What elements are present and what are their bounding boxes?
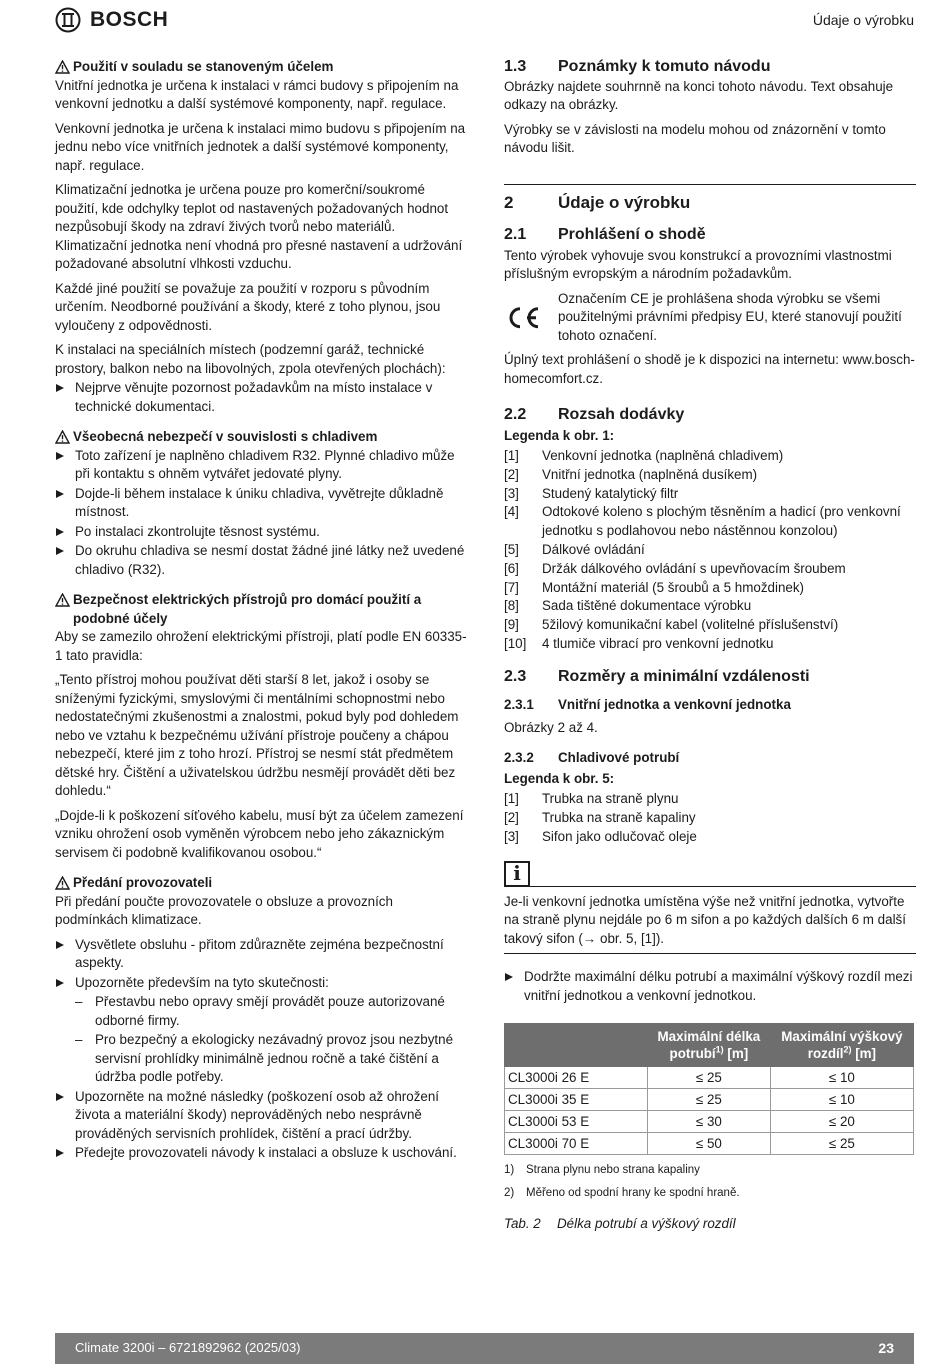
- paragraph: Klimatizační jednotka je určena pouze pro komerční/soukromé použití, kde odchylky teplot od nastavených požadovaných hodnot nezpůsobují škody na zdraví živých tvorů nebo materiálů. Klimatizační jednotka není vhodná pro přesné nastavení a udržování požadované absolutní vlhkosti vzduchu.: [55, 182, 463, 271]
- warning-title: Bezpečnost elektrických přístrojů pro domácí použití a podobné účely: [73, 592, 422, 626]
- chapter-rule: [504, 184, 916, 185]
- footnote: 2) Měřeno od spodní hrany ke spodní hraně.: [504, 1187, 740, 1200]
- ce-text: Označením CE je prohlášena shoda výrobku se všemi použitelnými právními předpisy EU, které stanovují použití tohoto označení.: [558, 290, 902, 343]
- model-cell: CL3000i 53 E: [505, 1111, 648, 1133]
- section-title: Rozsah dodávky: [558, 406, 685, 423]
- warning-title: Předání provozovateli: [73, 875, 213, 890]
- legend-item: [504, 560, 916, 579]
- legend-item: [504, 597, 916, 616]
- table-header-row: [505, 1024, 914, 1067]
- legend-number: [3]: [504, 828, 519, 844]
- table-header-blank: [505, 1024, 648, 1067]
- height-cell: ≤ 10: [770, 1089, 913, 1111]
- warning-heading: [55, 874, 467, 893]
- info-notice: [504, 861, 916, 887]
- legend-item: [504, 503, 916, 541]
- legend-item: [504, 635, 916, 654]
- legend-item: [504, 579, 916, 598]
- bosch-armature-icon: [55, 7, 81, 33]
- legend-number: [3]: [504, 485, 519, 501]
- section-number: 2.1: [504, 226, 527, 243]
- paragraph: Vnitřní jednotka je určena k instalaci v rámci budovy s připojením na venkovní jednotku a další systémové komponenty, např. regulace.: [55, 77, 459, 111]
- length-cell: ≤ 25: [648, 1067, 771, 1089]
- bullet-item: Upozorněte na možné následky (poškození osob až ohrožení života a materiální škody) neprováděných nebo nesprávně prováděných servisních prohlídek, čištění a prací údržby.: [55, 1088, 467, 1144]
- right-column: [504, 58, 916, 1234]
- footnote: 1) Strana plynu nebo strana kapaliny: [504, 1164, 700, 1177]
- legend-item: [504, 485, 916, 504]
- legend-number: [1]: [504, 448, 519, 463]
- length-cell: ≤ 30: [648, 1111, 771, 1133]
- legend-number: [6]: [504, 560, 519, 576]
- dash-item: – Pro bezpečný a ekologicky nezávadný provoz jsou nezbytné servisní prohlídky minimálně jednou ročně a také čištění a údržba podle potřeby.: [55, 1031, 467, 1087]
- subsection-number: 2.3.1: [504, 697, 534, 713]
- legend-text: Odtokové koleno s plochým těsněním a hadicí (pro venkovní jednotku s podlahovou nebo nástěnnou konzolou): [542, 504, 901, 539]
- warning-heading: [55, 591, 467, 628]
- table-row: [505, 1089, 914, 1111]
- legend-list: [504, 447, 916, 654]
- warning-title: Použití v souladu se stanoveným účelem: [73, 59, 334, 74]
- legend-item: [504, 790, 916, 809]
- table-row: [505, 1133, 914, 1155]
- table-row: [505, 1067, 914, 1089]
- info-rule: [530, 886, 916, 887]
- page-footer: [55, 1333, 914, 1364]
- quote-paragraph: „Tento přístroj mohou používat děti starší 8 let, jakož i osoby se sníženými fyzickými, smyslovými či mentálními schopnostmi nebo nedostatečnými zkušenostmi a znalostmi, pokud byly pod dohledem nebo ve vztahu k bezpečnému užívání přístroje poučeny a chápou nebezpečí, které jim z toho hrozí. Přístroj se nesmí stát předmětem dětské hry. Čištění a uživatelskou údržbu nesmějí provádět děti bez dohledu.“: [55, 672, 459, 798]
- chapter-title: Údaje o výrobku: [558, 192, 691, 212]
- warning-heading: [55, 58, 467, 77]
- legend-item: [504, 541, 916, 560]
- bullet-item: Vysvětlete obsluhu - přitom zdůrazněte zejména bezpečnostní aspekty.: [55, 936, 467, 973]
- paragraph: Při předání poučte provozovatele o obsluze a provozních podmínkách klimatizace.: [55, 893, 393, 927]
- brand-logo: [55, 7, 168, 33]
- section-heading: [504, 58, 916, 77]
- chapter-heading: [504, 194, 916, 213]
- length-cell: ≤ 50: [648, 1133, 771, 1155]
- section-number: 1.3: [504, 58, 527, 75]
- info-end-rule: [504, 953, 916, 954]
- table-row: [505, 1111, 914, 1133]
- info-text: Je-li venkovní jednotka umístěna výše než vnitřní jednotka, vytvořte na straně plynu nejdále po 6 m sifon a po každých dalších 6 m další takový sifon (→ obr. 5, [1]).: [504, 893, 906, 946]
- section-number: 2.2: [504, 406, 527, 423]
- legend-number: [1]: [504, 791, 519, 807]
- legend-text: Venkovní jednotka (naplněná chladivem): [542, 448, 784, 463]
- warning-triangle-icon: [55, 876, 70, 890]
- legend-heading: Legenda k obr. 1:: [504, 427, 615, 443]
- brand-name: BOSCH: [90, 7, 169, 31]
- bullet-item: Toto zařízení je naplněno chladivem R32. Plynné chladivo může při kontaktu s ohněm vytvářet jedovaté plyny.: [55, 447, 467, 484]
- legend-item: [504, 466, 916, 485]
- paragraph: Obrázky najdete souhrnně na konci tohoto návodu. Text obsahuje odkazy na obrázky.: [504, 78, 894, 112]
- section-header: Údaje o výrobku: [812, 12, 914, 28]
- section-heading: [504, 406, 916, 425]
- bullet-item: Po instalaci zkontrolujte těsnost systému.: [55, 523, 467, 542]
- height-cell: ≤ 25: [770, 1133, 913, 1155]
- legend-text: Trubka na straně plynu: [542, 791, 679, 807]
- legend-number: [2]: [504, 810, 519, 826]
- table-header-height: Maximální výškový rozdíl$^{2)}$ [m]: [770, 1024, 913, 1067]
- paragraph: K instalaci na speciálních místech (podzemní garáž, technické prostory, balkon nebo na libovolných, zpola otevřených plochách):: [55, 342, 446, 376]
- subsection-heading: [504, 749, 916, 768]
- section-title: Prohlášení o shodě: [558, 226, 706, 243]
- paragraph: Venkovní jednotka je určena k instalaci mimo budovu s připojením na jednu nebo více vnitřních jednotek a další systémové komponenty, např. regulace.: [55, 120, 466, 173]
- section-heading: [504, 668, 916, 687]
- legend-item: [504, 616, 916, 635]
- pipe-length-table: [504, 1023, 914, 1155]
- left-column: [55, 58, 467, 1164]
- legend-text: Držák dálkového ovládání s upevňovacím šroubem: [542, 560, 846, 576]
- height-cell: ≤ 10: [770, 1067, 913, 1089]
- warning-heading: [55, 428, 467, 447]
- bullet-item: Předejte provozovateli návody k instalaci a obsluze k uschování.: [55, 1144, 467, 1163]
- legend-number: [2]: [504, 466, 519, 482]
- length-cell: ≤ 25: [648, 1089, 771, 1111]
- bullet-item: Do okruhu chladiva se nesmí dostat žádné jiné látky než uvedené chladivo (R32).: [55, 542, 467, 579]
- page-number: 23: [878, 1340, 894, 1357]
- subsection-title: Chladivové potrubí: [558, 750, 680, 766]
- paragraph: Aby se zamezilo ohrožení elektrickými přístroji, platí podle EN 60335-1 tato pravidla:: [55, 629, 467, 663]
- legend-text: Trubka na straně kapaliny: [542, 810, 696, 826]
- model-cell: CL3000i 35 E: [505, 1089, 648, 1111]
- legend-text: Studený katalytický filtr: [542, 485, 679, 501]
- legend-text: Dálkové ovládání: [542, 541, 645, 557]
- bullet-item: Nejprve věnujte pozornost požadavkům na místo instalace v technické dokumentaci.: [55, 379, 467, 416]
- bullet-item: Dodržte maximální délku potrubí a maximální výškový rozdíl mezi vnitřní jednotkou a venkovní jednotkou.: [504, 968, 916, 1005]
- paragraph: Tento výrobek vyhovuje svou konstrukcí a provozními vlastnostmi příslušným evropským a národním požadavkům.: [504, 247, 892, 281]
- legend-heading: Legenda k obr. 5:: [504, 770, 615, 786]
- model-cell: CL3000i 26 E: [505, 1067, 648, 1089]
- bullet-item: Upozorněte především na tyto skutečnosti:: [55, 974, 467, 993]
- legend-list: [504, 790, 916, 846]
- legend-number: [8]: [504, 598, 519, 614]
- warning-triangle-icon: [55, 60, 70, 74]
- legend-text: 4 tlumiče vibrací pro venkovní jednotku: [542, 635, 774, 651]
- bullet-item: Dojde-li během instalace k úniku chladiva, vyvětrejte důkladně místnost.: [55, 485, 467, 522]
- legend-text: Sifon jako odlučovač oleje: [542, 828, 697, 844]
- table-header-length: Maximální délka potrubí$^{1)}$ [m]: [648, 1024, 771, 1067]
- chapter-number: 2: [504, 192, 514, 212]
- paragraph: Každé jiné použití se považuje za použití v rozporu s původním určením. Neodborné používání a škody, které z toho plynou, jsou vyloučeny z odpovědnosti.: [55, 280, 441, 333]
- document-id: Climate 3200i – 6721892962 (2025/03): [75, 1340, 301, 1356]
- legend-item: [504, 809, 916, 828]
- quote-paragraph: „Dojde-li k poškození síťového kabelu, musí být za účelem zamezení vzniku ohrožení osob vyměněn výrobcem nebo jeho zákaznickým servisem či podobně kvalifikovanou osobou.“: [55, 807, 464, 860]
- section-title: Rozměry a minimální vzdálenosti: [558, 667, 810, 685]
- subsection-heading: [504, 696, 916, 715]
- warning-triangle-icon: [55, 593, 70, 607]
- legend-item: [504, 447, 916, 466]
- height-cell: ≤ 20: [770, 1111, 913, 1133]
- table-caption: Tab. 2 Délka potrubí a výškový rozdíl: [504, 1216, 736, 1232]
- ce-mark-icon: [504, 290, 544, 346]
- legend-item: [504, 828, 916, 847]
- legend-text: Montážní materiál (5 šroubů a 5 hmoždinek): [542, 579, 804, 595]
- section-heading: [504, 226, 916, 245]
- paragraph: Obrázky 2 až 4.: [504, 719, 598, 735]
- paragraph: Úplný text prohlášení o shodě je k dispozici na internetu: www.bosch-homecomfort.cz.: [504, 352, 915, 386]
- ce-declaration: [504, 290, 916, 346]
- dash-item: – Přestavbu nebo opravy smějí provádět pouze autorizované odborné firmy.: [55, 993, 467, 1030]
- legend-number: [5]: [504, 541, 519, 557]
- legend-number: [10]: [504, 635, 527, 651]
- warning-triangle-icon: [55, 430, 70, 444]
- legend-text: Vnitřní jednotka (naplněná dusíkem): [542, 466, 758, 482]
- paragraph: Výrobky se v závislosti na modelu mohou od znázornění v tomto návodu lišit.: [504, 121, 886, 155]
- legend-number: [4]: [504, 504, 519, 520]
- model-cell: CL3000i 70 E: [505, 1133, 648, 1155]
- legend-text: 5žilový komunikační kabel (volitelné příslušenství): [542, 617, 839, 633]
- legend-number: [9]: [504, 617, 519, 633]
- legend-text: Sada tištěné dokumentace výrobku: [542, 598, 752, 614]
- subsection-number: 2.3.2: [504, 750, 534, 766]
- warning-title: Všeobecná nebezpečí v souvislosti s chladivem: [73, 429, 378, 444]
- section-number: 2.3: [504, 667, 527, 685]
- info-icon: i: [504, 861, 530, 887]
- section-title: Poznámky k tomuto návodu: [558, 58, 771, 75]
- legend-number: [7]: [504, 579, 519, 595]
- subsection-title: Vnitřní jednotka a venkovní jednotka: [558, 697, 791, 713]
